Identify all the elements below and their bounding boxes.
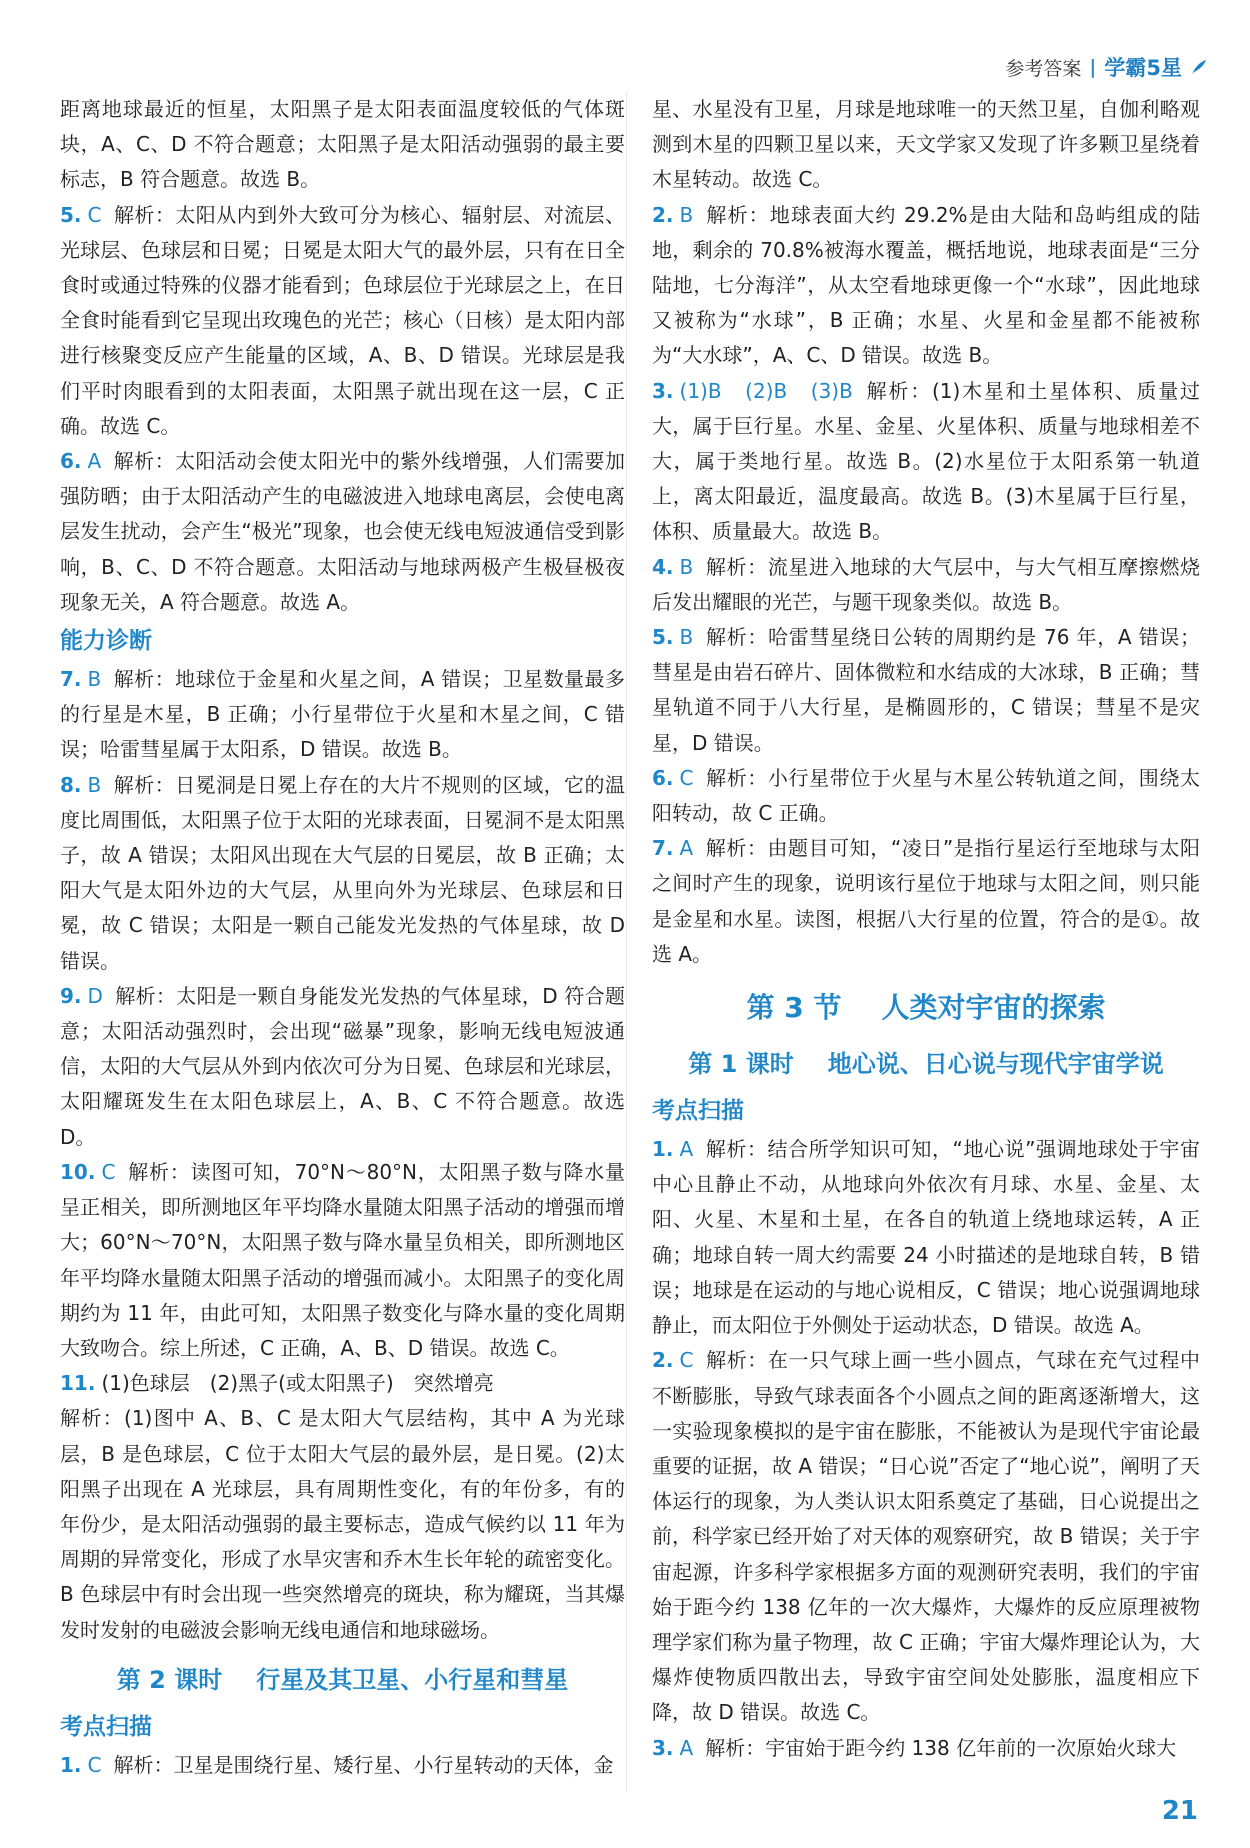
answer-b2 (652, 198, 1200, 374)
page-header (1005, 52, 1208, 82)
answer-5 (60, 198, 625, 444)
answer-continuation: 距离地球最近的恒星，太阳黑子是太阳表面温度较低的气体斑块，A、C、D 不符合题意；太阳黑子是太阳活动强弱的最主要标志，B 符合题意。故选 B。 (60, 97, 625, 192)
chapter-title: 人类对宇宙的探索 (881, 991, 1106, 1025)
answer-b1 (60, 1748, 625, 1783)
answer-choice: C (87, 1752, 102, 1777)
chapter-heading-3 (652, 986, 1200, 1030)
answer-b6 (652, 761, 1200, 831)
reference-answer-label: 参考答案 (1005, 57, 1082, 80)
question-number: 1. (60, 1752, 82, 1777)
question-number: 4. (652, 554, 674, 579)
answer-c2 (652, 1343, 1200, 1730)
section-heading-scan: 考点扫描 (652, 1098, 744, 1125)
answer-8 (60, 768, 625, 979)
answer-explanation: 解析：小行星带位于火星与木星公转轨道之间，围绕太阳转动，故 C 正确。 (652, 765, 1200, 826)
answer-10 (60, 1155, 625, 1366)
answer-choice: D (87, 983, 103, 1008)
answer-choice: B (679, 625, 694, 650)
question-number: 1. (652, 1137, 674, 1162)
question-number: 7. (652, 836, 674, 861)
answer-choice: C (679, 765, 694, 790)
answer-choice: C (679, 1348, 694, 1373)
right-column (652, 92, 1200, 1766)
question-number: 6. (652, 765, 674, 790)
answer-explanation: 解析：由题目可知，“凌日”是指行星运行至地球与太阳之间时产生的现象，说明该行星位于地球与太阳之间，则只能是金星和水星。读图，根据八大行星的位置，符合的是①。故选 A。 (652, 836, 1200, 966)
lesson-title: 地心说、日心说与现代宇宙学说 (827, 1050, 1164, 1079)
section-heading-scan: 考点扫描 (60, 1713, 152, 1740)
answer-7 (60, 662, 625, 768)
answer-b5 (652, 620, 1200, 761)
chapter-label: 第 3 节 (746, 991, 842, 1025)
answer-choice: C (101, 1159, 116, 1184)
answer-explanation: 解析：(1)木星和土星体积、质量过大，属于巨行星。水星、金星、火星体积、质量与地球相差不大，属于类地行星。故选 B。(2)水星位于太阳系第一轨道上，离太阳最近，温度最高。故选 B。(3)木星属于巨行星，体积、质量最大。故选 B。 (652, 378, 1200, 544)
column-divider (626, 92, 627, 1792)
lesson-heading-1 (652, 1044, 1200, 1084)
answer-explanation: 解析：日冕洞是日冕上存在的大片不规则的区域，它的温度比周围低，太阳黑子位于太阳的光球表面，日冕洞不是太阳黑子，故 A 错误；太阳风出现在大气层的日冕层，故 B 正确；太阳大气是太阳外边的大气层，从里向外为光球层、色球层和日冕，故 C 错误；太阳是一颗自己能发光发热的气体星球，故 D 错误。 (60, 772, 625, 973)
answer-11-explanation: 解析：(1)图中 A、B、C 是太阳大气层结构，其中 A 为光球层，B 是色球层，C 位于太阳大气层的最外层，是日冕。(2)太阳黑子出现在 A 光球层，具有周期性变化，有的年份多，有的年份少，是太阳活动强弱的最主要标志，造成气候约以 11 年为周期的异常变化，形成了水旱灾害和乔木生长年轮的疏密变化。B 色球层中有时会出现一些突然增亮的斑块，称为耀斑，当其爆发时发射的电磁波会影响无线电通信和地球磁场。 (60, 1406, 625, 1642)
question-number: 7. (60, 667, 82, 692)
answer-explanation: 解析：地球表面大约 29.2%是由大陆和岛屿组成的陆地，剩余的 70.8%被海水覆盖，概括地说，地球表面是“三分陆地，七分海洋”，从太空看地球更像一个“水球”，因此地球又被称为“水球”，B 正确；水星、火星和金星都不能被称为“大水球”，A、C、D 错误。故选 B。 (652, 202, 1200, 368)
feather-icon (1190, 58, 1208, 76)
question-number: 3. (652, 378, 674, 403)
question-number: 2. (652, 202, 674, 227)
answer-explanation: 解析：在一只气球上画一些小圆点，气球在充气过程中不断膨胀，导致气球表面各个小圆点之间的距离逐渐增大，这一实验现象模拟的是宇宙在膨胀，不能被认为是现代宇宙论最重要的证据，故 A 错误；“日心说”否定了“地心说”，阐明了天体运行的现象，为人类认识太阳系奠定了基础，日心说提出之前，科学家已经开始了对天体的观察研究，故 B 错误；关于宇宙起源，许多科学家根据多方面的观测研究表明，我们的宇宙始于距今约 138 亿年的一次大爆炸，大爆炸的反应原理被物理学家们称为量子物理，故 C 正确；宇宙大爆炸理论认为，大爆炸使物质四散出去，导致宇宙空间处处膨胀，温度相应下降，故 D 错误。故选 C。 (652, 1348, 1200, 1725)
page-number: 21 (1161, 1796, 1198, 1826)
lesson-label: 第 1 课时 (688, 1050, 794, 1079)
answer-c3 (652, 1731, 1200, 1766)
answer-explanation: 解析：读图可知，70°N～80°N，太阳黑子数与降水量呈正相关，即所测地区年平均降水量随太阳黑子活动的增强而增大；60°N～70°N，太阳黑子数与降水量呈负相关，即所测地区年平均降水量随太阳黑子活动的增强而减小。太阳黑子的变化周期约为 11 年，由此可知，太阳黑子数变化与降水量的变化周期大致吻合。综上所述，C 正确，A、B、D 错误。故选 C。 (60, 1159, 625, 1360)
question-number: 5. (652, 625, 674, 650)
answer-b4 (652, 550, 1200, 620)
answer-choice: B (679, 554, 694, 579)
answer-choice: A (679, 1137, 694, 1162)
answer-b3 (652, 374, 1200, 550)
section-heading-ability: 能力诊断 (60, 628, 152, 655)
lesson-heading-2 (60, 1660, 625, 1700)
answer-choice: (1)色球层 (2)黑子(或太阳黑子) 突然增亮 (101, 1371, 494, 1396)
question-number: 9. (60, 983, 82, 1008)
lesson-title: 行星及其卫星、小行星和彗星 (256, 1665, 569, 1694)
answer-choice: A (679, 836, 694, 861)
answer-choice: C (87, 202, 102, 227)
answer-choice: (1)B (2)B (3)B (679, 378, 853, 403)
question-number: 5. (60, 202, 82, 227)
question-number: 10. (60, 1159, 96, 1184)
brand-name: 学霸5星 (1104, 56, 1182, 80)
question-number: 6. (60, 449, 82, 474)
answer-explanation: 解析：太阳从内到外大致可分为核心、辐射层、对流层、光球层、色球层和日冕；日冕是太阳大气的最外层，只有在日全食时或通过特殊的仪器才能看到；色球层位于光球层之上，在日全食时能看到它呈现出玫瑰色的光芒；核心（日核）是太阳内部进行核聚变反应产生能量的区域，A、B、D 错误。光球层是我们平时肉眼看到的太阳表面，太阳黑子就出现在这一层，C 正确。故选 C。 (60, 202, 625, 438)
answer-explanation: 解析：宇宙始于距今约 138 亿年前的一次原始火球大 (705, 1735, 1177, 1760)
answer-explanation: 解析：地球位于金星和火星之间，A 错误；卫星数量最多的行星是木星，B 正确；小行星带位于火星和木星之间，C 错误；哈雷彗星属于太阳系，D 错误。故选 B。 (60, 667, 625, 762)
answer-explanation: 解析：哈雷彗星绕日公转的周期约是 76 年，A 错误；彗星是由岩石碎片、固体微粒和水结成的大冰球，B 正确；彗星轨道不同于八大行星，是椭圆形的，C 错误；彗星不是灾星，D 错误。 (652, 625, 1200, 755)
question-number: 2. (652, 1348, 674, 1373)
left-column (60, 92, 625, 1783)
answer-choice: B (87, 772, 102, 797)
answer-9 (60, 979, 625, 1155)
answer-explanation: 解析：太阳是一颗自身能发光发热的气体星球，D 符合题意；太阳活动强烈时，会出现“磁暴”现象，影响无线电短波通信，太阳的大气层从外到内依次可分为日冕、色球层和光球层，太阳耀斑发生在太阳色球层上，A、B、C 不符合题意。故选 D。 (60, 983, 625, 1149)
answer-choice: A (679, 1735, 694, 1760)
answer-6 (60, 444, 625, 620)
question-number: 11. (60, 1371, 96, 1396)
answer-b7 (652, 831, 1200, 972)
answer-explanation: 解析：卫星是围绕行星、矮行星、小行星转动的天体，金 (113, 1752, 614, 1777)
answer-explanation: 解析：太阳活动会使太阳光中的紫外线增强，人们需要加强防晒；由于太阳活动产生的电磁波进入地球电离层，会使电离层发生扰动，会产生“极光”现象，也会使无线电短波通信受到影响，B、C、D 不符合题意。太阳活动与地球两极产生极昼极夜现象无关，A 符合题意。故选 A。 (60, 449, 625, 614)
answer-choice: B (679, 202, 694, 227)
header-separator: | (1089, 56, 1097, 78)
answer-choice: A (87, 449, 102, 474)
answer-explanation: 解析：流星进入地球的大气层中，与大气相互摩擦燃烧后发出耀眼的光芒，与题干现象类似。故选 B。 (652, 554, 1200, 614)
answer-explanation: 解析：结合所学知识可知，“地心说”强调地球处于宇宙中心且静止不动，从地球向外依次有月球、水星、金星、太阳、火星、木星和土星，在各自的轨道上绕地球运转，A 正确；地球自转一周大约需要 24 小时描述的是地球自转，B 错误；地球是在运动的与地心说相反，C 错误；地心说强调地球静止，而太阳位于外侧处于运动状态，D 错误。故选 A。 (652, 1137, 1200, 1338)
lesson-label: 第 2 课时 (116, 1665, 223, 1694)
question-number: 3. (652, 1735, 674, 1760)
question-number: 8. (60, 772, 82, 797)
answer-choice: B (87, 667, 102, 692)
answer-c1 (652, 1132, 1200, 1343)
answer-11 (60, 1366, 625, 1401)
answer-continuation: 星、水星没有卫星，月球是地球唯一的天然卫星，自伽利略观测到木星的四颗卫星以来，天文学家又发现了许多颗卫星绕着木星转动。故选 C。 (652, 97, 1200, 192)
